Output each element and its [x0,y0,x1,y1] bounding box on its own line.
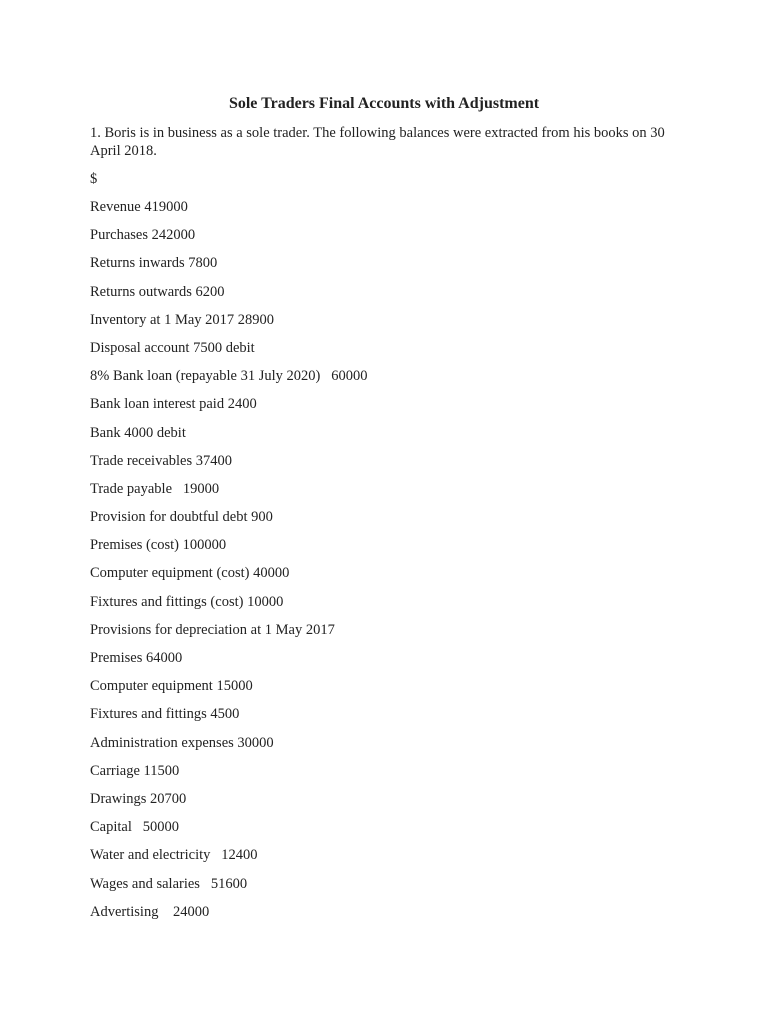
balance-item: Fixtures and fittings (cost) 10000 [90,593,284,610]
balance-item: Wages and salaries 51600 [90,875,248,892]
balance-list [90,198,367,931]
balance-item: Inventory at 1 May 2017 28900 [90,311,275,328]
balance-item: Carriage 11500 [90,762,180,779]
balance-item: Premises 64000 [90,650,183,666]
balance-item: Fixtures and fittings 4500 [90,706,240,723]
balance-item: Purchases 242000 [90,227,196,244]
balance-item: Provisions for depreciation at 1 May 2017 [90,621,335,638]
document-title: Sole Traders Final Accounts with Adjustment [228,95,540,112]
balance-item: Computer equipment (cost) 40000 [90,565,290,582]
balance-item: Drawings 20700 [90,790,187,807]
balance-item: Disposal account 7500 debit [90,339,255,356]
balance-item: Provision for doubtful debt 900 [90,509,273,526]
question-intro: 1. Boris is in business as a sole trader. The following balances were extracted from his books on 30 April 2018. [90,125,665,159]
currency-header: $ [90,171,98,187]
balance-item: Computer equipment 15000 [90,678,253,695]
balance-item: 8% Bank loan (repayable 31 July 2020) 60000 [90,368,368,385]
balance-item: Water and electricity 12400 [90,847,258,864]
balance-item: Advertising 24000 [90,903,210,920]
balance-item: Capital 50000 [90,819,180,836]
balance-item: Bank loan interest paid 2400 [90,396,257,413]
balance-item: Bank 4000 debit [90,424,186,441]
balance-item: Returns inwards 7800 [90,255,218,272]
balance-item: Revenue 419000 [90,199,188,215]
balance-item: Premises (cost) 100000 [90,537,227,554]
balance-item: Returns outwards 6200 [90,283,225,300]
balance-item: Trade payable 19000 [90,480,220,497]
balance-item: Administration expenses 30000 [90,734,274,751]
balance-item: Trade receivables 37400 [90,452,233,469]
